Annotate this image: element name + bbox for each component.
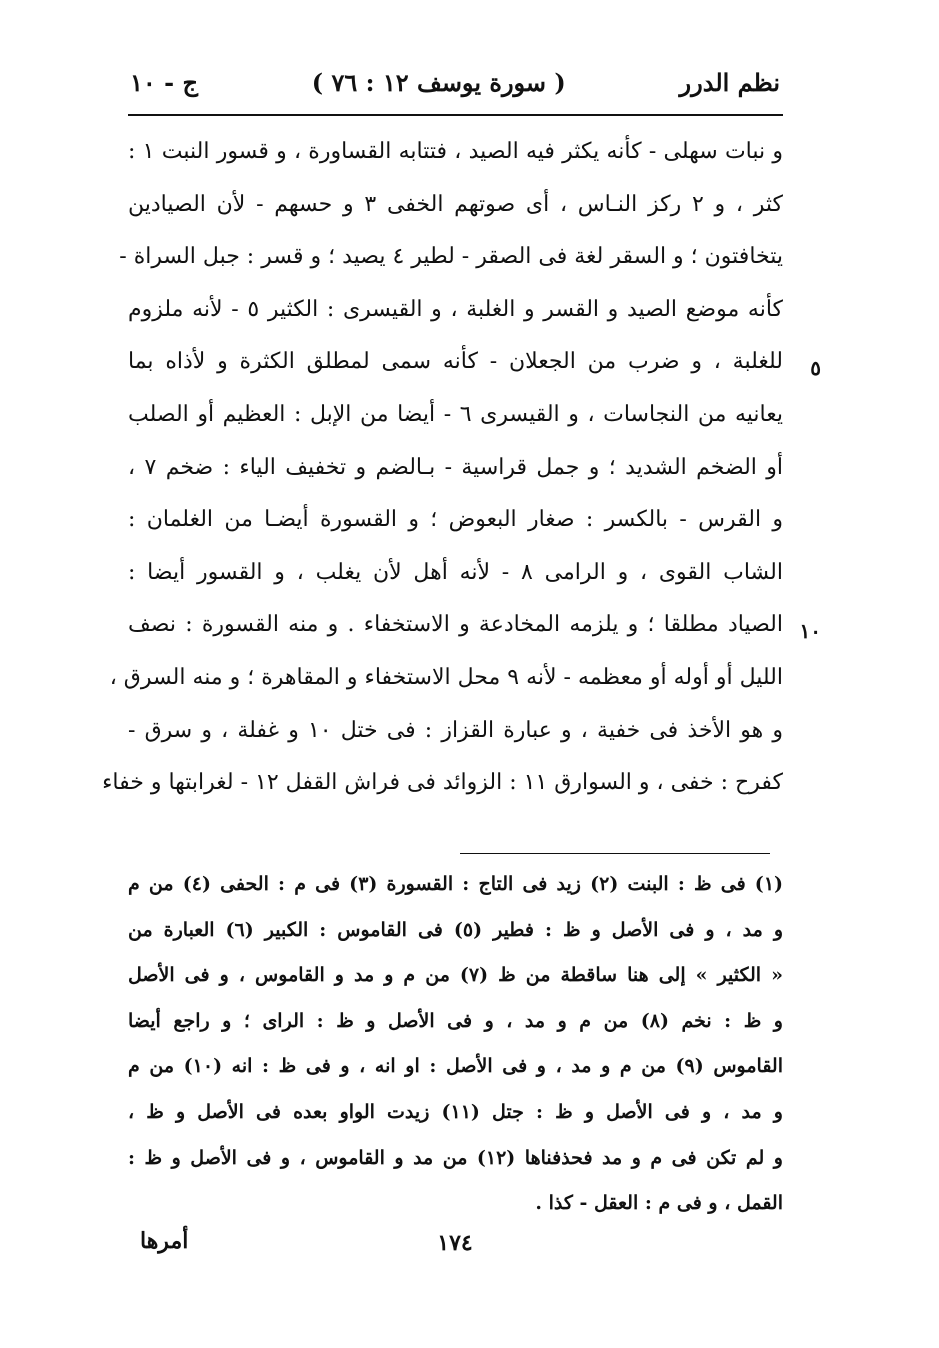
footnote-rule: [460, 853, 770, 854]
running-header: [130, 62, 780, 102]
text-line: و القرس - بالكسر : صغار البعوض ؛ و القسورة أيضـا من الغلمان :: [128, 507, 783, 533]
footnotes: [128, 862, 783, 1227]
footnote-line: و مد ، و فى الأصل و ظ : جتل (١١) زيدت الواو بعده فى الأصل و ظ ،: [128, 1100, 783, 1123]
book-title: نظم الدرر: [679, 67, 780, 97]
text-line: للغلبة ، و ضرب من الجعلان - كأنه سمى لمطلق الكثرة و لأذاه بما: [128, 349, 783, 375]
footnote-line: و لم تكن فى م و مد فحذفناها (١٢) من مد و القاموس ، و فى الأصل و ظ :: [128, 1146, 783, 1169]
line-number-marker: ١٠: [799, 619, 821, 643]
text-line: الشاب القوى ، و الرامى ٨ - لأنه أهل لأن يغلب ، و القسور أيضا :: [128, 559, 783, 585]
footnote-line: القاموس (٩) من م و مد ، و فى الأصل : او انه ، و فى ظ : انه (١٠) من م: [128, 1055, 783, 1078]
text-line: و نبات سهلى - كأنه يكثر فيه الصيد ، فتتابه القساورة ، و قسور النبت ١ :: [128, 139, 783, 164]
header-rule: [128, 114, 783, 116]
catchword: أمرها: [140, 1228, 189, 1254]
text-line: و هو الأخذ فى خفية ، و عبارة القزاز : فى ختل ١٠ و غفلة ، و سرق -: [128, 717, 783, 743]
footnote-line: (١) فى ظ : البنت (٢) زيد فى التاج : القسورة (٣) فى م : الحفى (٤) من م: [128, 873, 784, 895]
page-number: ١٧٤: [437, 1230, 473, 1256]
text-line: كأنه موضع الصيد و القسر و الغلبة ، و القيسرى : الكثير ٥ - لأنه ملزوم: [128, 296, 783, 322]
text-line: أو الضخم الشديد ؛ و جمل قراسية - بـالضم و تخفيف الياء : ضخم ٧ ،: [128, 454, 784, 480]
text-line: كثر ، و ٢ ركز النـاس ، أى صوتهم الخفى ٣ و حسهم - لأن الصيادين: [128, 191, 783, 217]
footnote-line: « الكثير » إلى هنا ساقطة من ظ (٧) من م و مد و القاموس ، و فى الأصل: [128, 964, 784, 987]
text-line: يتخافتون ؛ و السقر لغة فى الصقر - لطير ٤ يصيد ؛ و قسر : جبل السراة -: [119, 244, 783, 270]
main-text: [102, 126, 784, 810]
footnote-line: و ظ : نخم (٨) من م و مد ، و فى الأصل و ظ : الراى ؛ و راجع أيضا: [128, 1009, 783, 1032]
line-number-marker: ٥: [810, 356, 821, 380]
text-line: الليل أو أوله أو معظمه - لأنه ٩ محل الاستخفاء و المقاهرة ؛ و منه السرق ،: [109, 664, 783, 690]
surah-reference: ( سورة يوسف ١٢ : ٧٦ ): [311, 67, 566, 97]
text-line: يعانيه من النجاسات ، و القيسرى ٦ - أيضا من الإبل : العظيم أو الصلب: [128, 401, 783, 427]
text-line: كفرح : خفى ، و السوارق ١١ : الزوائد فى فراش القفل ١٢ - لغرابتها و خفاء: [102, 770, 783, 796]
footnote-line: و مد ، و فى الأصل و ظ : فطير (٥) فى القاموس : الكبير (٦) العبارة من: [128, 918, 783, 941]
volume-number: ج - ١٠: [130, 67, 198, 97]
text-line: الصياد مطلقا ؛ و يلزمه المخادعة و الاستخفاء . و منه القسورة : نصف: [128, 612, 783, 638]
footnote-line: القمل ، و فى م : العقل - كذا .: [535, 1192, 783, 1215]
